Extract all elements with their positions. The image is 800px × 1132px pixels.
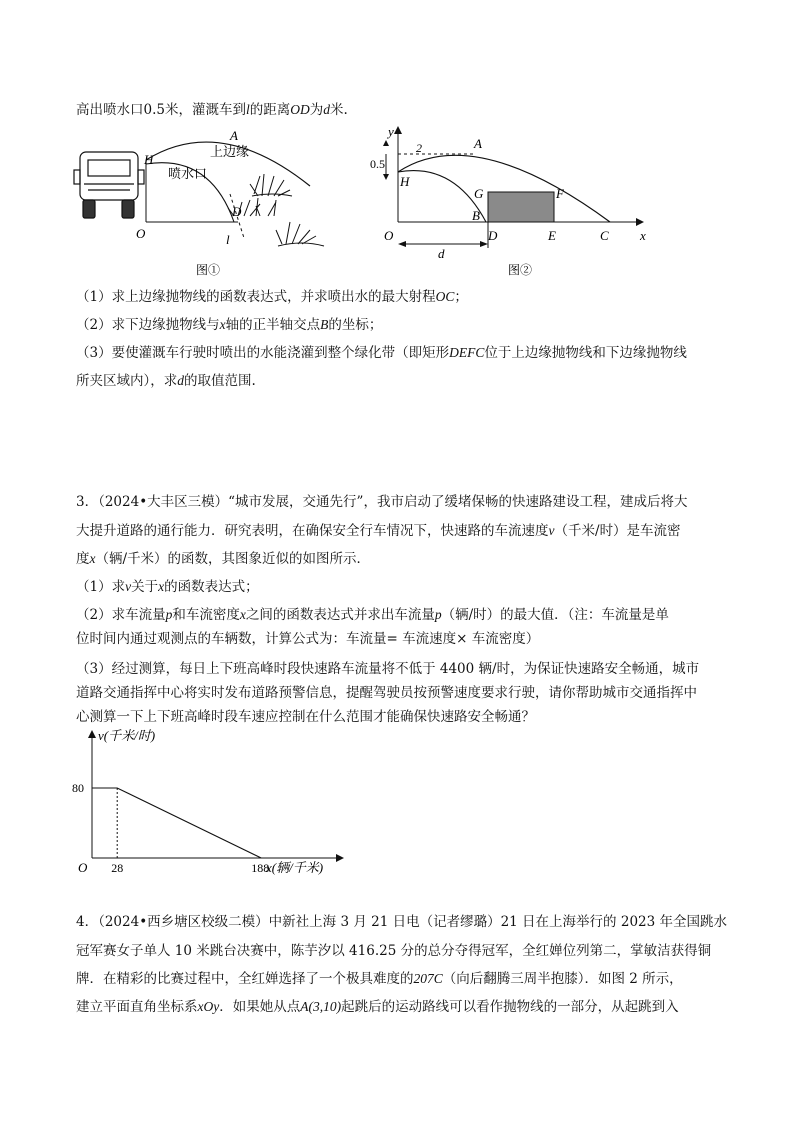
svg-text:E: E <box>548 228 556 243</box>
svg-text:x: x <box>640 228 646 243</box>
p4-line3: 牌．在精彩的比赛过程中，全红婵选择了一个极具难度的207C（向后翻腾三周半抱膝）．如图 2 所示， <box>76 971 683 987</box>
x-tick-28: 28 <box>111 861 124 875</box>
svg-text:上边缘: 上边缘 <box>210 145 250 160</box>
svg-text:A: A <box>230 128 238 143</box>
q2-part3: （3）要使灌溉车行驶时喷出的水能浇灌到整个绿化带（即矩形DEFC位于上边缘抛物线和下边缘抛物线 <box>76 345 687 361</box>
p3-sub2-cont: 位时间内通过观测点的车辆数，计算公式为：车流量= 车流速度× 车流密度） <box>76 631 540 647</box>
svg-text:喷水口: 喷水口 <box>168 167 208 182</box>
series-line <box>92 788 261 858</box>
x-axis-arrow-icon <box>336 854 344 862</box>
p4-line4: 建立平面直角坐标系xOy．如果她从点A(3,10)起跳后的运动路线可以看作抛物线的一部分，从起跳到入 <box>76 999 679 1015</box>
origin-label: O <box>78 860 88 875</box>
svg-text:y: y <box>388 124 394 139</box>
p3-line1: 3．（2024•大丰区三模）“城市发展，交通先行”，我市启动了缓堵保畅的快速路建设工程，建成后将大 <box>76 494 688 510</box>
p4-line2: 冠军赛女子单人 10 米跳台决赛中，陈芋汐以 416.25 分的总分夺得冠军，全红婵位列第二，掌敏洁获得铜 <box>76 943 712 959</box>
y-tick-80: 80 <box>72 781 84 795</box>
svg-text:l: l <box>226 232 230 247</box>
svg-text:A: A <box>474 136 482 151</box>
speed-density-chart <box>70 726 370 882</box>
svg-text:d: d <box>438 246 445 261</box>
p3-line3: 度x（辆/千米）的函数，其图象近似的如图所示． <box>76 551 371 567</box>
svg-text:图②: 图② <box>508 263 533 277</box>
svg-text:G: G <box>474 186 484 201</box>
green-belt-rectangle <box>488 192 554 222</box>
svg-text:H: H <box>144 152 154 167</box>
svg-text:C: C <box>600 228 609 243</box>
p3-line2: 大提升道路的通行能力．研究表明，在确保安全行车情况下，快速路的车流速度v（千米/时）是车流密 <box>76 523 681 539</box>
q2-part2: （2）求下边缘抛物线与x轴的正半轴交点B的坐标； <box>76 317 383 333</box>
y-axis-label: v(千米/时) <box>98 728 156 743</box>
y-axis-arrow-icon <box>88 730 96 738</box>
p4-line1: 4．（2024•西乡塘区校级二模）中新社上海 3 月 21 日电（记者缪璐）21 日在上海举行的 2023 年全国跳水 <box>76 914 727 930</box>
svg-text:0.5: 0.5 <box>370 157 385 171</box>
svg-text:F: F <box>556 186 564 201</box>
q2-part3-cont: 所夹区域内），求d的取值范围. <box>76 373 256 389</box>
svg-text:D: D <box>232 204 242 219</box>
intro-line: 高出喷水口0.5米，灌溉车到l的距离OD为d米. <box>76 102 348 118</box>
truck-icon <box>74 152 144 218</box>
figure-1-sprinkler-truck <box>70 124 350 284</box>
svg-text:H: H <box>400 174 410 189</box>
svg-text:图①: 图① <box>196 263 221 277</box>
q2-part1: （1）求上边缘抛物线的函数表达式，并求喷出水的最大射程OC； <box>76 289 468 305</box>
p3-sub3-cont2: 心测算一下上下班高峰时段车速应控制在什么范围才能确保快速路安全畅通？ <box>76 709 535 725</box>
grass-icon <box>228 174 324 246</box>
x-tick-188: 188 <box>251 861 270 875</box>
p3-sub3: （3）经过测算，每日上下班高峰时段快速路车流量将不低于 4400 辆/时，为保证快速路安全畅通，城市 <box>76 661 700 677</box>
svg-text:D: D <box>488 228 498 243</box>
svg-text:O: O <box>384 228 394 243</box>
svg-text:B: B <box>472 208 480 223</box>
figure-2-coordinate-diagram <box>366 124 656 284</box>
p3-sub1: （1）求v关于x的函数表达式； <box>76 579 259 595</box>
svg-text:O: O <box>136 226 146 241</box>
p3-sub2: （2）求车流量p和车流密度x之间的函数表达式并求出车流量p（辆/时）的最大值．（注：车流量是单 <box>76 607 669 623</box>
svg-text:2: 2 <box>416 141 422 155</box>
p3-sub3-cont1: 道路交通指挥中心将实时发布道路预警信息，提醒驾驶员按预警速度要求行驶，请你帮助城市交通指挥中 <box>76 685 697 701</box>
x-axis-label: x(辆/千米) <box>266 860 324 875</box>
